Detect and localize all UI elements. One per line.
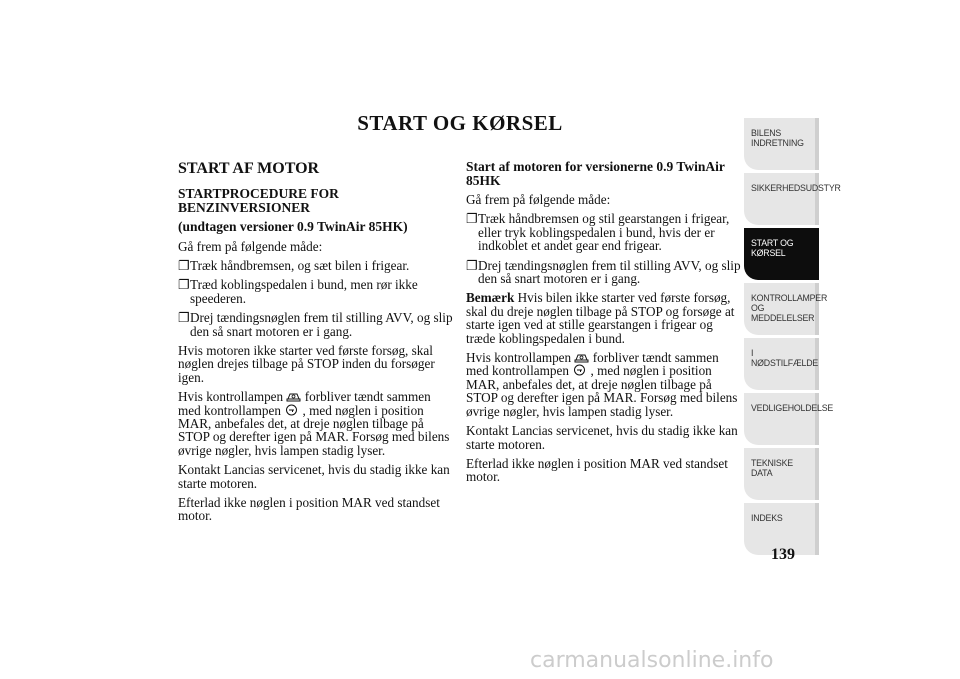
immobilizer-lamp-icon bbox=[574, 351, 589, 363]
list-item: ❐ Træd koblingspedalen i bund, men rør ikke speederen. bbox=[178, 277, 418, 306]
key-lamp-icon bbox=[284, 404, 299, 416]
chapter-tabs bbox=[744, 118, 841, 558]
page-title: START OG KØRSEL bbox=[357, 111, 563, 135]
paragraph: Kontakt Lancias servicenet, hvis du stadig ikke kan starte motoren. bbox=[466, 423, 738, 452]
subsection-heading: Start af motoren for versionerne 0.9 TwinAir 85HK bbox=[466, 159, 725, 188]
paragraph: Efterlad ikke nøglen i position MAR ved standset motor. bbox=[178, 495, 440, 524]
tab-kontrollamper[interactable]: KONTROLLAMPER OG MEDDELELSER bbox=[744, 283, 819, 335]
subsection-heading: STARTPROCEDURE FOR BENZINVERSIONER bbox=[178, 186, 339, 215]
note-paragraph: Bemærk Hvis bilen ikke starter ved første forsøg, skal du dreje nøglen tilbage på STOP og forsøge at starte igen ved at stille gearstangen i frigear og træde koblingspedalen i bund. bbox=[466, 290, 735, 346]
key-lamp-icon bbox=[572, 364, 587, 376]
paragraph: Hvis motoren ikke starter ved første forsøg, skal nøglen drejes tilbage på STOP inden du forsøger igen. bbox=[178, 342, 435, 385]
list-item: ❐ Drej tændingsnøglen frem til stilling AVV, og slip den så snart motoren er i gang. bbox=[466, 257, 741, 287]
right-column bbox=[466, 160, 744, 490]
watermark: carmanualsonline.info bbox=[530, 648, 774, 673]
tab-vedligeholdelse[interactable]: VEDLIGEHOLDELSE bbox=[744, 393, 819, 445]
subsection-note: (undtagen versioner 0.9 TwinAir 85HK) bbox=[178, 219, 408, 234]
checkbox-bullet-icon: ❐ bbox=[178, 277, 190, 293]
note-label: Bemærk bbox=[466, 290, 515, 306]
page-number: 139 bbox=[771, 546, 795, 563]
tab-bilens-indretning[interactable]: BILENS INDRETNING bbox=[744, 118, 819, 170]
checkbox-bullet-icon: ❐ bbox=[178, 257, 190, 273]
left-column bbox=[178, 160, 456, 529]
checkbox-bullet-icon: ❐ bbox=[466, 257, 478, 273]
tab-start-og-korsel[interactable]: START OG KØRSEL bbox=[744, 228, 819, 280]
immobilizer-lamp-icon bbox=[286, 390, 301, 402]
section-heading: START AF MOTOR bbox=[178, 160, 320, 177]
paragraph: Efterlad ikke nøglen i position MAR ved standset motor. bbox=[466, 455, 728, 485]
paragraph: Kontakt Lancias servicenet, hvis du stadig ikke kan starte motoren. bbox=[178, 462, 450, 491]
intro-text: Gå frem på følgende måde: bbox=[178, 238, 323, 254]
tab-sikkerhedsudstyr[interactable]: SIKKERHEDSUDSTYR bbox=[744, 173, 819, 225]
paragraph: Hvis kontrollampen forbliver tændt sammen med kontrollampen , med nøglen i position MAR, anbefales det, at dreje nøglen tilbage på STOP og derefter igen på MAR. Forsøg med bilens øvrige nøgler, hvis lampen stadig lyser. bbox=[178, 389, 450, 458]
list-item: ❐ Drej tændingsnøglen frem til stilling AVV, og slip den så snart motoren er i gang. bbox=[178, 310, 453, 339]
tab-i-nodstilfaelde[interactable]: I NØDSTILFÆLDE bbox=[744, 338, 819, 390]
intro-text: Gå frem på følgende måde: bbox=[466, 192, 611, 207]
paragraph: Hvis kontrollampen forbliver tændt sammen med kontrollampen , med nøglen i position MAR, anbefales det, at dreje nøglen tilbage på STOP og derefter igen på MAR. Forsøg med bilens øvrige nøgler, hvis lampen stadig lyser. bbox=[466, 350, 738, 419]
tab-indeks[interactable]: INDEKS bbox=[744, 503, 819, 555]
list-item: ❐ Træk håndbremsen, og sæt bilen i frigear. bbox=[178, 257, 410, 273]
checkbox-bullet-icon: ❐ bbox=[178, 310, 190, 326]
checkbox-bullet-icon: ❐ bbox=[466, 211, 478, 227]
tab-tekniske-data[interactable]: TEKNISKE DATA bbox=[744, 448, 819, 500]
list-item: ❐ Træk håndbremsen og stil gearstangen i frigear, eller tryk koblingspedalen i bund, hvis der er indkoblet et andet gear end frigear. bbox=[466, 211, 730, 254]
